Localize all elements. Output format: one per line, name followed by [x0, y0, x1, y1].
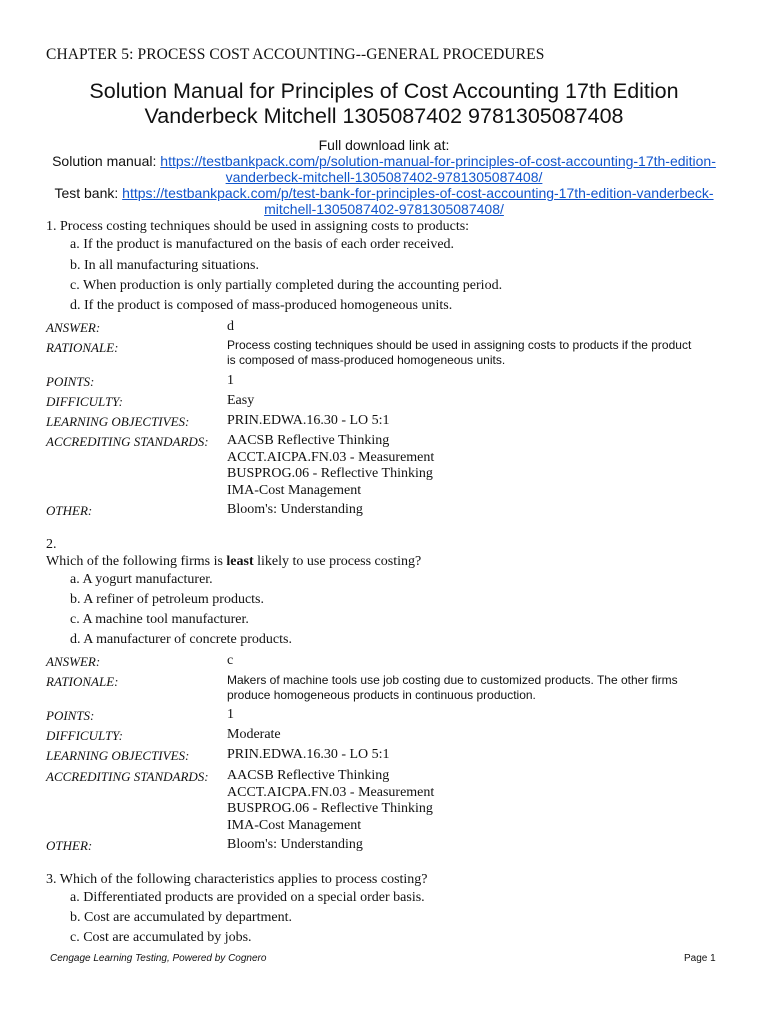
q1-difficulty-value: Easy: [227, 393, 255, 408]
chapter-heading: CHAPTER 5: PROCESS COST ACCOUNTING--GENERAL PROCEDURES: [46, 46, 545, 63]
question-2-number: 2.: [46, 537, 57, 552]
q1-rationale-line-2: is composed of mass-produced homogeneous units.: [227, 353, 506, 367]
q1-objectives-label: LEARNING OBJECTIVES:: [46, 414, 190, 429]
q2-objectives-label: LEARNING OBJECTIVES:: [46, 748, 190, 763]
question-2-stem-pre: Which of the following firms is: [46, 554, 227, 569]
test-bank-line-2: [30, 201, 738, 217]
q1-difficulty-label: DIFFICULTY:: [46, 394, 123, 409]
question-2-stem-post: likely to use process costing?: [253, 554, 422, 569]
q2-rationale-value: [227, 673, 727, 703]
solution-manual-line-1: [30, 153, 738, 169]
q2-points-value: 1: [227, 707, 234, 722]
title-line-2: Vanderbeck Mitchell 1305087402 9781305087408: [144, 104, 624, 128]
test-bank-link-cont[interactable]: mitchell-1305087402-9781305087408/: [264, 201, 504, 217]
question-2-option-d: d. A manufacturer of concrete products.: [70, 632, 292, 647]
q1-standard-item: ACCT.AICPA.FN.03 - Measurement: [227, 449, 435, 465]
q2-standard-item: AACSB Reflective Thinking: [227, 768, 390, 783]
q1-other-value: Bloom's: Understanding: [227, 502, 363, 517]
q1-answer-label: ANSWER:: [46, 320, 101, 335]
q2-objectives-value: PRIN.EDWA.16.30 - LO 5:1: [227, 747, 390, 762]
q1-standard-item: BUSPROG.06 - Reflective Thinking: [227, 466, 433, 481]
q1-standard-item: IMA-Cost Management: [227, 482, 362, 498]
question-2-option-b: b. A refiner of petroleum products.: [70, 592, 265, 607]
q2-difficulty-label: DIFFICULTY:: [46, 728, 123, 743]
q1-rationale-value: [227, 338, 727, 368]
footer-publisher: Cengage Learning Testing, Powered by Cognero: [50, 953, 267, 964]
question-1-stem: 1. Process costing techniques should be used in assigning costs to products:: [46, 219, 470, 234]
question-1-option-a: a. If the product is manufactured on the basis of each order received.: [70, 237, 455, 252]
question-2-stem: [46, 554, 421, 570]
q2-points-label: POINTS:: [46, 708, 95, 723]
question-1-option-d: d. If the product is composed of mass-produced homogeneous units.: [70, 298, 453, 313]
solution-manual-link[interactable]: https://testbankpack.com/p/solution-manual-for-principles-of-cost-accounting-17th-edition-: [160, 153, 716, 169]
question-2-stem-emphasis: least: [226, 554, 254, 569]
q2-standard-item: BUSPROG.06 - Reflective Thinking: [227, 801, 433, 816]
q1-other-label: OTHER:: [46, 503, 93, 518]
q2-answer-label: ANSWER:: [46, 654, 101, 669]
q2-rationale-line-2: produce homogeneous products in continuous production.: [227, 688, 536, 702]
solution-manual-link-cont[interactable]: vanderbeck-mitchell-1305087402-9781305087408/: [225, 169, 543, 185]
q2-difficulty-value: Moderate: [227, 727, 281, 742]
solution-manual-label: Solution manual:: [52, 153, 161, 169]
solution-manual-line-2: [30, 169, 738, 185]
title-line-1: Solution Manual for Principles of Cost Accounting 17th Edition: [89, 79, 679, 103]
q1-rationale-line-1: Process costing techniques should be used in assigning costs to products if the product: [227, 338, 692, 352]
question-3-option-a: a. Differentiated products are provided on a special order basis.: [70, 890, 425, 905]
download-links-block: [30, 137, 738, 217]
test-bank-label: Test bank:: [54, 185, 123, 201]
q2-standard-item: ACCT.AICPA.FN.03 - Measurement: [227, 784, 435, 800]
q1-points-value: 1: [227, 373, 234, 388]
question-1-option-c: c. When production is only partially completed during the accounting period.: [70, 278, 503, 293]
q2-rationale-label: RATIONALE:: [46, 674, 119, 689]
q2-other-value: Bloom's: Understanding: [227, 837, 363, 852]
q2-other-label: OTHER:: [46, 838, 93, 853]
q1-rationale-label: RATIONALE:: [46, 340, 119, 355]
question-3-option-c: c. Cost are accumulated by jobs.: [70, 930, 252, 945]
question-2-option-c: c. A machine tool manufacturer.: [70, 612, 249, 627]
test-bank-line-1: [30, 185, 738, 201]
q2-standards-label: ACCREDITING STANDARDS:: [46, 769, 209, 784]
q2-standard-item: IMA-Cost Management: [227, 817, 362, 833]
test-bank-link[interactable]: https://testbankpack.com/p/test-bank-for-principles-of-cost-accounting-17th-edition-vanderbeck-: [122, 185, 714, 201]
q1-points-label: POINTS:: [46, 374, 95, 389]
q1-objectives-value: PRIN.EDWA.16.30 - LO 5:1: [227, 413, 390, 428]
q2-standards-value: [227, 768, 434, 834]
document-title: [24, 79, 744, 129]
footer-page-number: Page 1: [684, 953, 716, 964]
q1-answer-value: d: [227, 319, 234, 334]
q1-standard-item: AACSB Reflective Thinking: [227, 433, 390, 448]
download-intro: Full download link at:: [318, 137, 450, 153]
q1-standards-value: [227, 433, 434, 499]
q1-standards-label: ACCREDITING STANDARDS:: [46, 434, 209, 449]
question-1-option-b: b. In all manufacturing situations.: [70, 258, 259, 273]
question-3-option-b: b. Cost are accumulated by department.: [70, 910, 292, 925]
question-3-stem: 3. Which of the following characteristics applies to process costing?: [46, 872, 428, 887]
q2-answer-value: c: [227, 653, 234, 668]
question-2-option-a: a. A yogurt manufacturer.: [70, 572, 213, 587]
q2-rationale-line-1: Makers of machine tools use job costing due to customized products. The other firms: [227, 673, 678, 687]
